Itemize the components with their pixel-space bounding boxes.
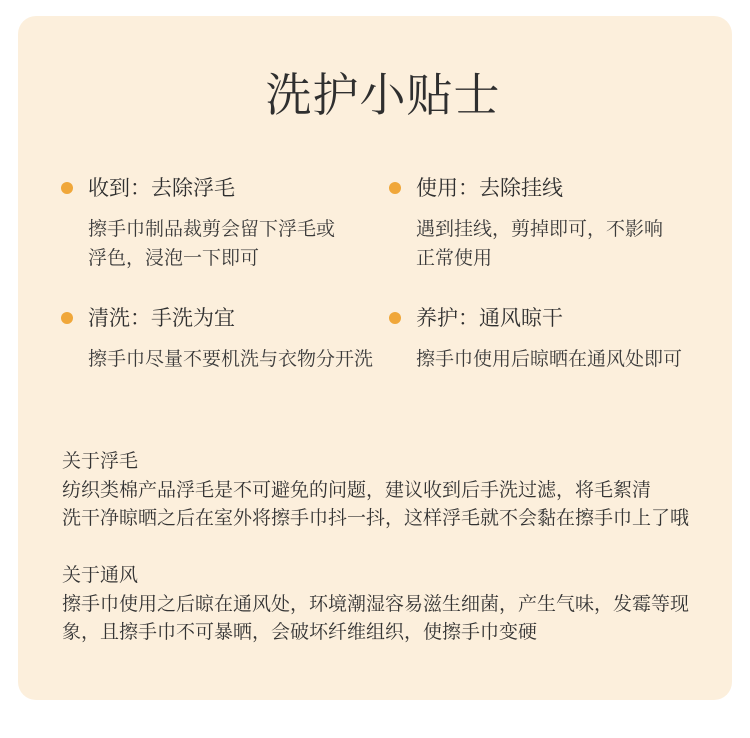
bullet-dot-icon: [61, 312, 73, 324]
tip-heading: 养护：通风晾干: [416, 306, 563, 330]
page-title: 洗护小贴士: [265, 68, 501, 122]
tip-body-line: 浮色，浸泡一下即可: [88, 247, 260, 269]
tip-body-line: 擦手巾制品裁剪会留下浮毛或: [88, 218, 336, 240]
tip-item-wash: [61, 304, 381, 394]
tip-item-receive: [61, 174, 381, 269]
tip-heading: 清洗：手洗为宜: [88, 306, 235, 330]
tip-body: [416, 345, 682, 374]
tip-body-line: 擦手巾使用后晾晒在通风处即可: [416, 348, 683, 370]
tip-item-care: [389, 304, 709, 394]
note-about-lint: [62, 447, 722, 533]
note-heading: 关于通风: [62, 564, 139, 586]
bullet-dot-icon: [389, 182, 401, 194]
tip-body-line: 正常使用: [416, 247, 493, 269]
tip-body-line: 遇到挂线，剪掉即可，不影响: [416, 218, 664, 240]
note-line: 擦手巾使用之后晾在通风处，环境潮湿容易滋生细菌，产生气味，发霉等现: [62, 592, 690, 615]
tip-heading: 使用：去除挂线: [416, 176, 563, 200]
note-line: 象，且擦手巾不可暴晒，会破坏纤维组织，使擦手巾变硬: [62, 621, 538, 643]
tip-body-line: 擦手巾尽量不要机洗与衣物分开洗: [88, 348, 374, 370]
note-heading: 关于浮毛: [62, 450, 139, 472]
bullet-dot-icon: [61, 182, 73, 194]
tip-item-use: [389, 174, 709, 269]
note-line: 纺织类棉产品浮毛是不可避免的问题，建议收到后手洗过滤，将毛絮清: [62, 478, 652, 501]
tip-body: [88, 215, 335, 273]
note-line: 洗干净晾晒之后在室外将擦手巾抖一抖，这样浮毛就不会黏在擦手巾上了哦: [62, 507, 690, 529]
tip-heading: 收到：去除浮毛: [88, 176, 235, 200]
tip-body: [88, 345, 373, 374]
tip-body: [416, 215, 663, 273]
bullet-dot-icon: [389, 312, 401, 324]
note-about-ventilation: [62, 561, 722, 647]
